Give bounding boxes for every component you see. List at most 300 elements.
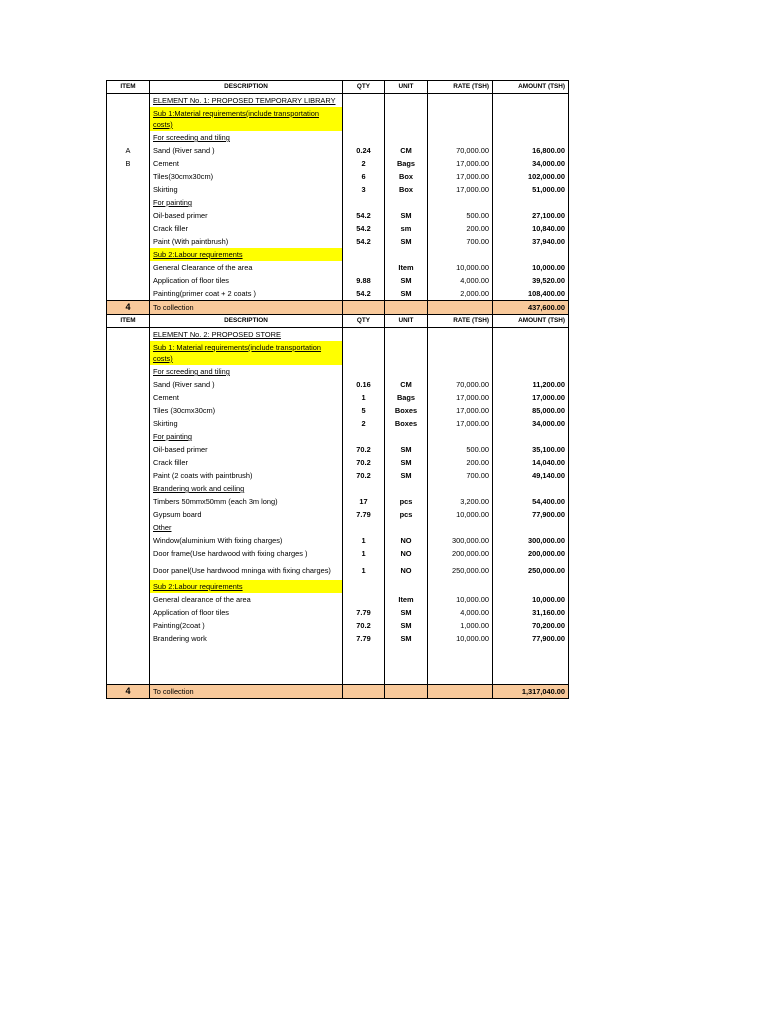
item-cell [107,209,150,222]
item-cell [107,94,150,108]
item-cell [107,606,150,619]
rate-cell: 700.00 [428,235,493,248]
item-cell [107,235,150,248]
item-cell [107,632,150,645]
table-row [107,619,569,632]
rate-cell [428,94,493,108]
amount-cell [493,94,569,108]
header-item: ITEM [107,315,150,328]
table-row [107,107,569,131]
qty-cell: 70.2 [343,469,385,482]
amount-cell [493,341,569,365]
qty-cell [343,94,385,108]
empty-cell [428,671,493,685]
rate-cell: 200.00 [428,222,493,235]
amount-cell [493,580,569,593]
description-cell: Application of floor tiles [150,274,343,287]
description-cell: Oil-based primer [150,443,343,456]
item-cell [107,183,150,196]
description-cell: General Clearance of the area [150,261,343,274]
item-cell [107,593,150,606]
qty-cell [343,593,385,606]
item-cell [107,131,150,144]
unit-cell [385,341,428,365]
empty-cell [385,645,428,658]
spacer-row [107,645,569,658]
unit-cell [385,430,428,443]
description-cell [150,248,343,261]
qty-cell: 54.2 [343,287,385,301]
unit-cell: pcs [385,508,428,521]
amount-cell [493,248,569,261]
empty-cell [343,658,385,671]
qty-cell: 2 [343,417,385,430]
rate-cell: 10,000.00 [428,508,493,521]
item-cell [107,222,150,235]
rate-cell: 17,000.00 [428,157,493,170]
table-row [107,196,569,209]
table-row [107,482,569,495]
table-row [107,606,569,619]
amount-cell: 49,140.00 [493,469,569,482]
description-cell: Paint (With paintbrush) [150,235,343,248]
header-unit: UNIT [385,315,428,328]
unit-cell: pcs [385,495,428,508]
table-row [107,417,569,430]
table-row [107,521,569,534]
item-cell [107,378,150,391]
unit-cell: SM [385,235,428,248]
qty-cell: 5 [343,404,385,417]
qty-cell: 6 [343,170,385,183]
empty-cell [107,671,150,685]
empty-cell [385,658,428,671]
empty-cell [343,671,385,685]
description-cell: For screeding and tiling [150,131,343,144]
rate-cell: 10,000.00 [428,632,493,645]
header-item: ITEM [107,81,150,94]
item-cell [107,107,150,131]
table-row [107,391,569,404]
amount-cell: 51,000.00 [493,183,569,196]
unit-cell [385,248,428,261]
unit-cell [385,580,428,593]
qty-cell [343,430,385,443]
item-cell [107,495,150,508]
description-cell: For painting [150,196,343,209]
unit-cell: NO [385,534,428,547]
description-cell: Paint (2 coats with paintbrush) [150,469,343,482]
rate-cell [428,521,493,534]
total-item-cell: 4 [107,685,150,699]
amount-cell: 77,900.00 [493,632,569,645]
unit-cell: SM [385,209,428,222]
unit-cell [385,365,428,378]
rate-cell: 17,000.00 [428,170,493,183]
rate-cell: 1,000.00 [428,619,493,632]
amount-cell: 31,160.00 [493,606,569,619]
item-cell [107,248,150,261]
qty-cell [343,341,385,365]
item-cell [107,274,150,287]
amount-cell: 37,940.00 [493,235,569,248]
rate-cell: 2,000.00 [428,287,493,301]
unit-cell [385,328,428,342]
item-cell [107,196,150,209]
table-row [107,495,569,508]
qty-cell [343,196,385,209]
qty-cell [343,580,385,593]
amount-cell: 16,800.00 [493,144,569,157]
description-cell: Painting(primer coat + 2 coats ) [150,287,343,301]
rate-cell: 17,000.00 [428,404,493,417]
unit-cell [385,131,428,144]
unit-cell: SM [385,274,428,287]
amount-cell: 11,200.00 [493,378,569,391]
description-cell: Cement [150,157,343,170]
description-cell: Cement [150,391,343,404]
qty-cell [343,248,385,261]
unit-cell: Bags [385,391,428,404]
description-cell: Tiles(30cmx30cm) [150,170,343,183]
table-row [107,378,569,391]
qty-cell: 1 [343,560,385,580]
qty-cell: 7.79 [343,606,385,619]
table-row [107,261,569,274]
total-qty-cell [343,301,385,315]
unit-cell: SM [385,632,428,645]
boq-table [106,80,569,699]
qty-cell [343,107,385,131]
table-row [107,443,569,456]
rate-cell: 500.00 [428,209,493,222]
table-row [107,534,569,547]
empty-cell [428,645,493,658]
qty-cell: 7.79 [343,632,385,645]
empty-cell [343,645,385,658]
qty-cell: 9.88 [343,274,385,287]
rate-cell: 300,000.00 [428,534,493,547]
description-cell: Skirting [150,417,343,430]
amount-cell: 70,200.00 [493,619,569,632]
item-cell [107,287,150,301]
amount-cell: 102,000.00 [493,170,569,183]
rate-cell [428,430,493,443]
empty-cell [107,645,150,658]
description-cell: Sand (River sand ) [150,378,343,391]
rate-cell: 500.00 [428,443,493,456]
table-row [107,209,569,222]
qty-cell [343,521,385,534]
header-rate: RATE (TSH) [428,315,493,328]
total-description-cell: To collection [150,301,343,315]
rate-cell: 3,200.00 [428,495,493,508]
rate-cell [428,196,493,209]
item-cell: B [107,157,150,170]
item-cell [107,443,150,456]
sub-heading-highlight: Sub 1:Material requirements(include transportation costs) [153,109,319,129]
rate-cell [428,131,493,144]
total-row [107,685,569,699]
description-cell: Painting(2coat ) [150,619,343,632]
unit-cell [385,482,428,495]
table-row [107,560,569,580]
rate-cell [428,482,493,495]
qty-cell [343,365,385,378]
total-description-cell: To collection [150,685,343,699]
header-rate: RATE (TSH) [428,81,493,94]
unit-cell: Box [385,183,428,196]
unit-cell: Item [385,593,428,606]
amount-cell: 14,040.00 [493,456,569,469]
header-amount: AMOUNT (TSH) [493,81,569,94]
unit-cell: SM [385,443,428,456]
sub-heading-highlight: Sub 2:Labour requirements [153,582,243,591]
rate-cell: 700.00 [428,469,493,482]
description-cell: Tiles (30cmx30cm) [150,404,343,417]
qty-cell: 54.2 [343,235,385,248]
description-cell: Timbers 50mmx50mm (each 3m long) [150,495,343,508]
description-cell: Other [150,521,343,534]
rate-cell [428,107,493,131]
unit-cell: NO [385,547,428,560]
table-row [107,580,569,593]
amount-cell: 10,840.00 [493,222,569,235]
qty-cell: 0.24 [343,144,385,157]
sub-heading-highlight: Sub 2:Labour requirements [153,250,243,259]
qty-cell: 3 [343,183,385,196]
qty-cell: 70.2 [343,456,385,469]
amount-cell [493,131,569,144]
qty-cell: 1 [343,534,385,547]
rate-cell [428,248,493,261]
item-cell [107,341,150,365]
header-description: DESCRIPTION [150,315,343,328]
unit-cell: sm [385,222,428,235]
description-cell: Gypsum board [150,508,343,521]
description-cell: Door frame(Use hardwood with fixing charges ) [150,547,343,560]
qty-cell [343,482,385,495]
table-row [107,365,569,378]
rate-cell [428,580,493,593]
description-cell [150,107,343,131]
amount-cell: 34,000.00 [493,157,569,170]
sub-heading-highlight: Sub 1: Material requirements(include transportation costs) [153,343,322,363]
header-qty: QTY [343,315,385,328]
item-cell [107,391,150,404]
unit-cell: SM [385,469,428,482]
empty-cell [493,671,569,685]
unit-cell: CM [385,144,428,157]
unit-cell: SM [385,287,428,301]
description-cell: For screeding and tiling [150,365,343,378]
empty-cell [493,645,569,658]
table-header-row [107,315,569,328]
table-row [107,469,569,482]
empty-cell [385,671,428,685]
item-cell [107,404,150,417]
unit-cell: SM [385,619,428,632]
description-cell: For painting [150,430,343,443]
header-amount: AMOUNT (TSH) [493,315,569,328]
item-cell [107,521,150,534]
description-cell: Crack filler [150,222,343,235]
header-description: DESCRIPTION [150,81,343,94]
item-cell [107,456,150,469]
table-row [107,170,569,183]
rate-cell: 17,000.00 [428,183,493,196]
empty-cell [150,645,343,658]
description-cell [150,580,343,593]
amount-cell: 85,000.00 [493,404,569,417]
spacer-row [107,671,569,685]
total-unit-cell [385,301,428,315]
rate-cell: 10,000.00 [428,261,493,274]
spacer-row [107,658,569,671]
item-cell [107,534,150,547]
table-row [107,235,569,248]
unit-cell: Item [385,261,428,274]
boq-sheet [106,80,568,699]
total-item-cell: 4 [107,301,150,315]
item-cell [107,547,150,560]
table-row [107,248,569,261]
item-cell [107,619,150,632]
amount-cell [493,482,569,495]
unit-cell: SM [385,606,428,619]
empty-cell [107,658,150,671]
table-row [107,183,569,196]
total-rate-cell [428,301,493,315]
rate-cell: 70,000.00 [428,378,493,391]
amount-cell [493,328,569,342]
table-header-row [107,81,569,94]
rate-cell [428,365,493,378]
rate-cell: 200.00 [428,456,493,469]
qty-cell [343,328,385,342]
item-cell [107,430,150,443]
rate-cell: 17,000.00 [428,417,493,430]
amount-cell [493,196,569,209]
qty-cell: 1 [343,391,385,404]
empty-cell [150,671,343,685]
amount-cell [493,521,569,534]
total-unit-cell [385,685,428,699]
unit-cell: NO [385,560,428,580]
table-row [107,157,569,170]
qty-cell: 7.79 [343,508,385,521]
description-cell: Crack filler [150,456,343,469]
amount-cell: 200,000.00 [493,547,569,560]
total-rate-cell [428,685,493,699]
amount-cell: 34,000.00 [493,417,569,430]
table-row [107,287,569,301]
unit-cell: Boxes [385,417,428,430]
total-row [107,301,569,315]
table-row [107,274,569,287]
total-amount-cell: 1,317,040.00 [493,685,569,699]
item-cell [107,469,150,482]
table-row [107,632,569,645]
boq-table-body [107,81,569,699]
amount-cell: 250,000.00 [493,560,569,580]
item-cell [107,560,150,580]
amount-cell [493,107,569,131]
unit-cell: CM [385,378,428,391]
amount-cell: 10,000.00 [493,593,569,606]
item-cell [107,170,150,183]
table-row [107,593,569,606]
description-cell: Brandering work and ceiling [150,482,343,495]
table-row [107,508,569,521]
unit-cell: Boxes [385,404,428,417]
unit-cell [385,94,428,108]
description-cell: Brandering work [150,632,343,645]
item-cell [107,482,150,495]
qty-cell: 17 [343,495,385,508]
amount-cell: 54,400.00 [493,495,569,508]
amount-cell: 108,400.00 [493,287,569,301]
rate-cell: 250,000.00 [428,560,493,580]
description-cell: Oil-based primer [150,209,343,222]
rate-cell: 70,000.00 [428,144,493,157]
rate-cell: 4,000.00 [428,606,493,619]
rate-cell: 4,000.00 [428,274,493,287]
table-row [107,222,569,235]
empty-cell [150,658,343,671]
table-row [107,131,569,144]
rate-cell [428,328,493,342]
description-cell: Application of floor tiles [150,606,343,619]
description-cell: ELEMENT No. 2: PROPOSED STORE [150,328,343,342]
amount-cell: 300,000.00 [493,534,569,547]
amount-cell: 27,100.00 [493,209,569,222]
description-cell: Door panel(Use hardwood mninga with fixing charges) [150,560,343,580]
qty-cell: 1 [343,547,385,560]
table-row [107,456,569,469]
table-row [107,328,569,342]
unit-cell: Bags [385,157,428,170]
total-amount-cell: 437,600.00 [493,301,569,315]
item-cell [107,365,150,378]
amount-cell: 39,520.00 [493,274,569,287]
rate-cell [428,341,493,365]
description-cell: General clearance of the area [150,593,343,606]
description-cell: Skirting [150,183,343,196]
amount-cell [493,430,569,443]
qty-cell: 70.2 [343,619,385,632]
unit-cell: Box [385,170,428,183]
table-row [107,341,569,365]
item-cell: A [107,144,150,157]
item-cell [107,261,150,274]
amount-cell: 35,100.00 [493,443,569,456]
qty-cell: 70.2 [343,443,385,456]
description-cell: ELEMENT No. 1: PROPOSED TEMPORARY LIBRARY [150,94,343,108]
unit-cell: SM [385,456,428,469]
qty-cell: 2 [343,157,385,170]
item-cell [107,508,150,521]
rate-cell: 10,000.00 [428,593,493,606]
table-row [107,94,569,108]
unit-cell [385,107,428,131]
empty-cell [493,658,569,671]
rate-cell: 17,000.00 [428,391,493,404]
item-cell [107,417,150,430]
description-cell: Window(aluminium With fixing charges) [150,534,343,547]
qty-cell [343,261,385,274]
amount-cell [493,365,569,378]
